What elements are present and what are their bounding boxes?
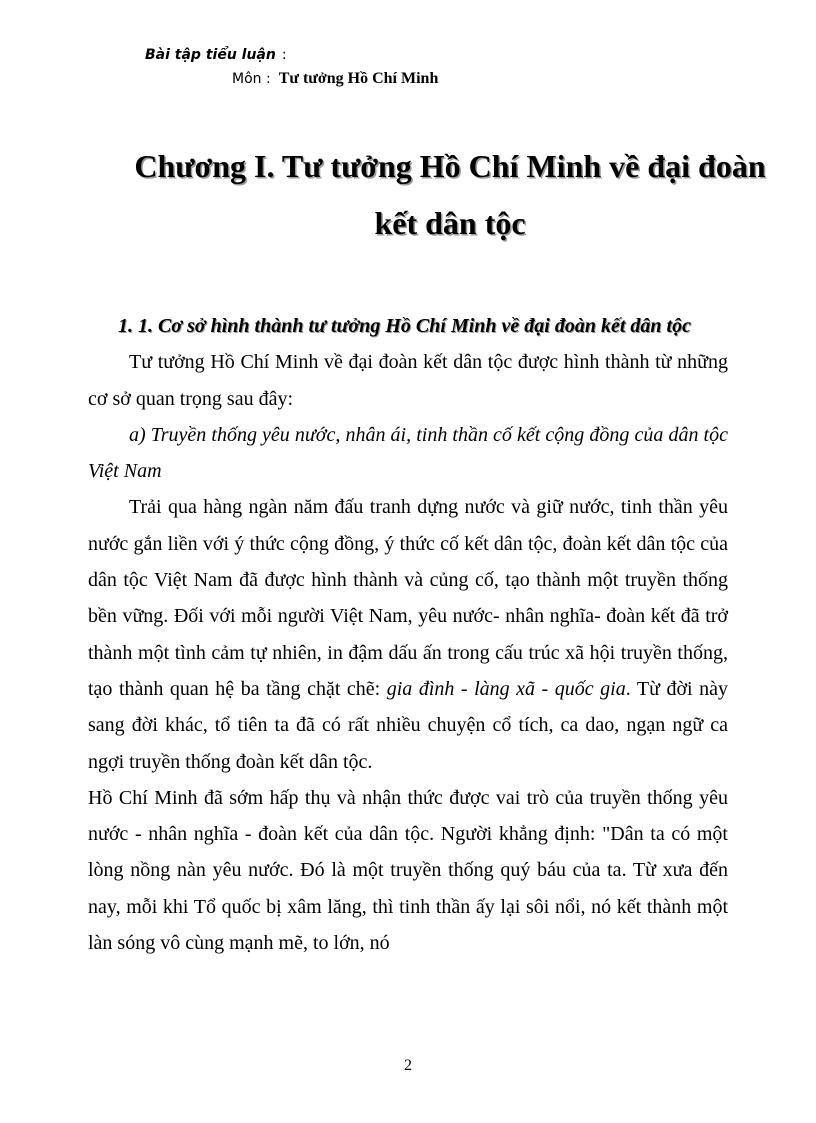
section-heading: 1. 1. Cơ sở hình thành tư tưởng Hồ Chí Minh về đại đoàn kết dân tộc (118, 315, 691, 337)
subsection-heading: a) Truyền thống yêu nước, nhân ái, tinh thần cố kết cộng đồng của dân tộc Việt Nam (88, 423, 728, 483)
subject-value: Tư tưởng Hồ Chí Minh (278, 70, 439, 87)
paragraph-tradition (88, 489, 728, 779)
subject-label: Môn : (232, 71, 271, 87)
assignment-header (145, 47, 287, 63)
chapter-title: Chương I. Tư tưởng Hồ Chí Minh về đại đoàn kết dân tộc (134, 148, 766, 241)
page-number: 2 (404, 1057, 412, 1074)
intro-paragraph: Tư tưởng Hồ Chí Minh về đại đoàn kết dân tộc được hình thành từ những cơ sở quan trọng sau đây: (88, 351, 728, 410)
paragraph-tradition-start: Trải qua hàng ngàn năm đấu tranh dựng nước và giữ nước, tinh thần yêu nước gắn liền với ý thức cộng đồng, ý thức cố kết dân tộc, đoàn kết dân tộc của dân tộc Việt Nam đã được hình thành và củng cố, tạo thành một truyền thống bền vững. Đối với mỗi người Việt Nam, yêu nước- nhân nghĩa- đoàn kết đã trở thành một tình cảm tự nhiên, in đậm dấu ấn trong cấu trúc xã hội truyền thống, tạo thành quan hệ ba tầng chặt chẽ: (88, 496, 728, 700)
assignment-colon: : (281, 47, 287, 63)
assignment-label: Bài tập tiểu luận (145, 47, 276, 63)
subject-header (232, 70, 438, 88)
paragraph-tradition-italic: gia đình - làng xã - quốc gia (386, 677, 626, 700)
paragraph-ho-chi-minh: Hồ Chí Minh đã sớm hấp thụ và nhận thức được vai trò của truyền thống yêu nước - nhân nghĩa - đoàn kết của dân tộc. Người khẳng định: "Dân ta có một lòng nồng nàn yêu nước. Đó là một truyền thống quý báu của ta. Từ xưa đến nay, mỗi khi Tổ quốc bị xâm lăng, thì tinh thần ấy lại sôi nổi, nó kết thành một làn sóng vô cùng mạnh mẽ, to lớn, nó (88, 786, 728, 955)
document-body (88, 308, 728, 961)
paragraph-tradition-end: . Từ đời này sang đời khác, tổ tiên ta đã có rất nhiều chuyện cổ tích, ca dao, ngạn ngữ ca ngợi truyền thống đoàn kết dân tộc. (88, 677, 728, 773)
